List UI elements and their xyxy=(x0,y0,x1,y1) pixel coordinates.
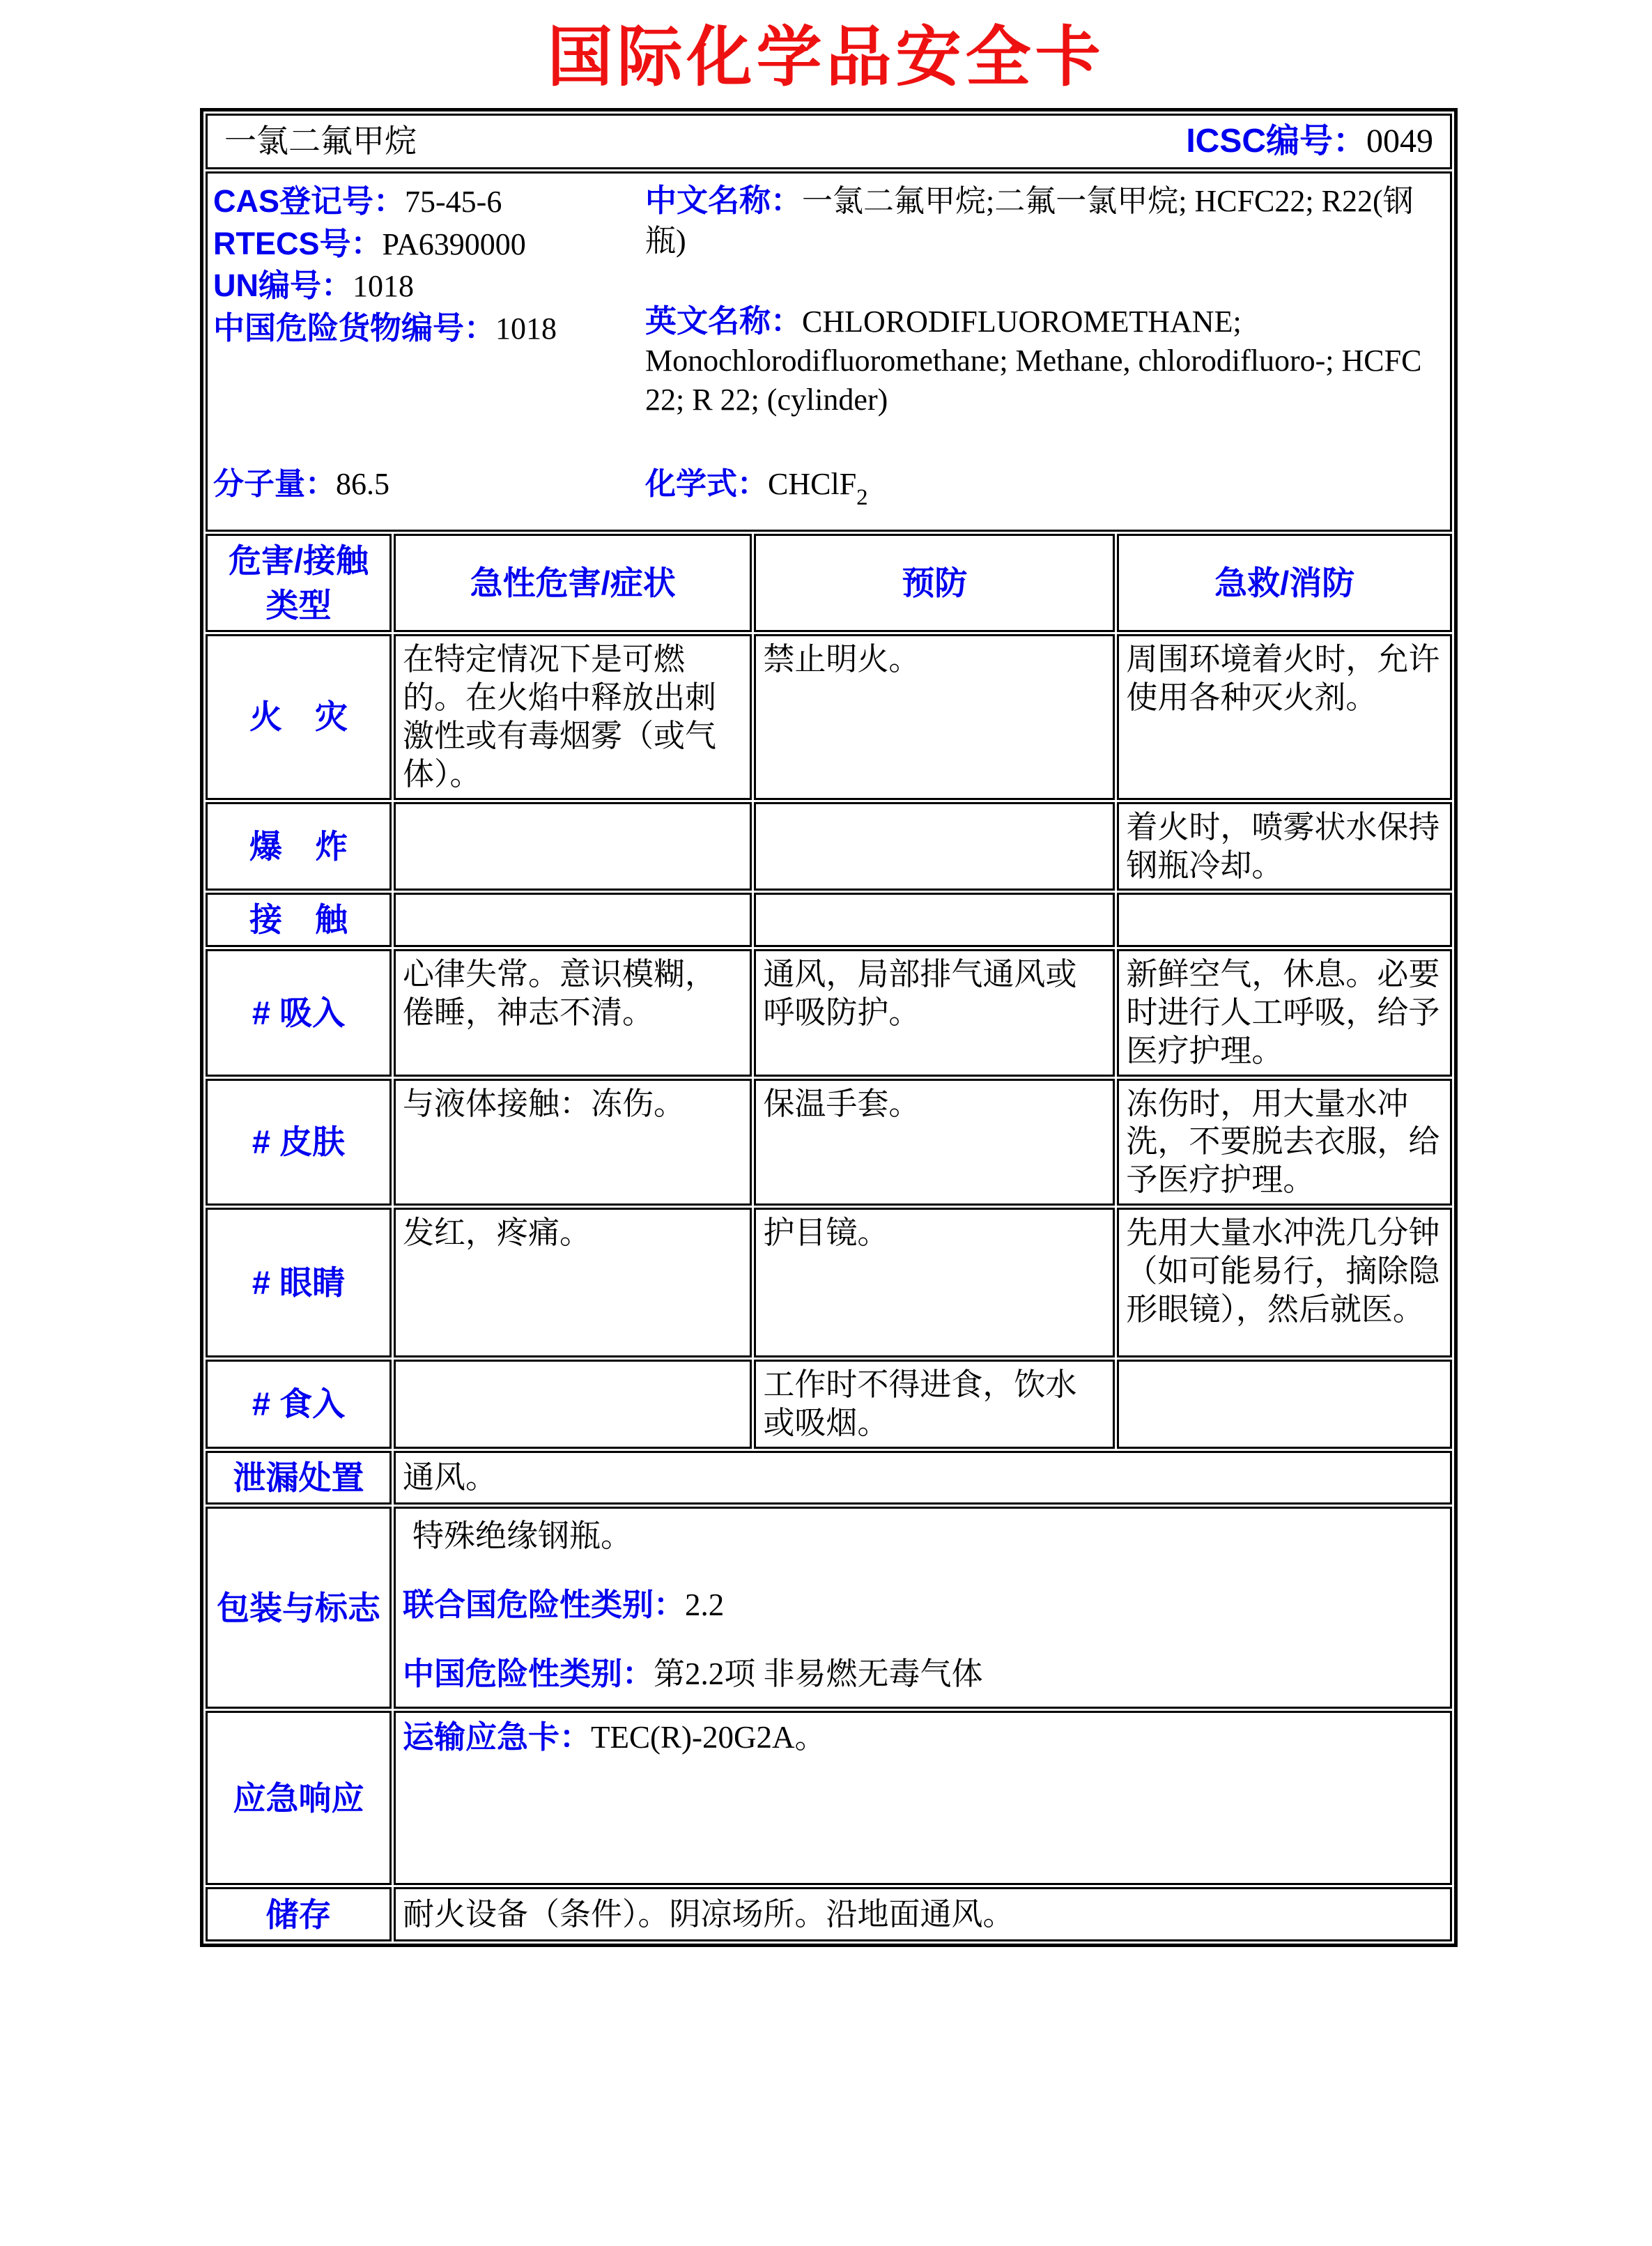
chinese-name-paragraph xyxy=(645,180,1444,261)
ingestion-symptoms xyxy=(394,1360,752,1449)
inhalation-symptoms: 心律失常。意识模糊，倦睡，神志不清。 xyxy=(394,949,752,1077)
formula-base: CHClF xyxy=(768,467,857,502)
english-name-paragraph xyxy=(645,301,1444,420)
terc-label: 运输应急卡： xyxy=(403,1719,592,1755)
un-class-line xyxy=(403,1586,1443,1624)
skin-first-aid: 冻伤时，用大量水冲洗，不要脱去衣服，给予医疗护理。 xyxy=(1117,1079,1452,1206)
emergency-section-row xyxy=(206,1711,1452,1885)
un-class-value: 2.2 xyxy=(685,1587,725,1623)
un-label: UN编号： xyxy=(213,268,353,304)
cn-class-value: 第2.2项 非易燃无毒气体 xyxy=(654,1656,983,1692)
symptoms-header: 急性危害/症状 xyxy=(394,534,752,632)
ingestion-row-label: # 食入 xyxy=(206,1360,392,1449)
contact-symptoms xyxy=(394,893,752,946)
formula-value xyxy=(768,467,868,510)
storage-section-text: 耐火设备（条件）。阴凉场所。沿地面通风。 xyxy=(394,1887,1452,1941)
cn-class-label: 中国危险性类别： xyxy=(403,1656,654,1692)
explosion-symptoms xyxy=(394,802,752,891)
packaging-section-row xyxy=(206,1507,1452,1709)
hazard-row-eyes xyxy=(206,1208,1452,1357)
cas-label: CAS登记号： xyxy=(213,183,406,220)
cn-dg-value: 1018 xyxy=(495,311,557,346)
first-aid-header: 急救/消防 xyxy=(1117,534,1452,632)
card-header-content xyxy=(224,121,1433,162)
hazard-row-explosion xyxy=(206,802,1452,891)
cn-class-line xyxy=(403,1655,1443,1693)
rtecs-number-line xyxy=(213,223,645,266)
packaging-line1: 特殊绝缘钢瓶。 xyxy=(412,1518,633,1554)
spill-section-label: 泄漏处置 xyxy=(206,1451,392,1505)
registry-numbers xyxy=(213,180,645,466)
spill-section-text: 通风。 xyxy=(394,1451,1452,1505)
ingestion-prevention: 工作时不得进食，饮水或吸烟。 xyxy=(754,1360,1115,1449)
icsc-label: ICSC编号： xyxy=(1186,122,1366,160)
skin-symptoms: 与液体接触：冻伤。 xyxy=(394,1079,752,1206)
identification-cell xyxy=(206,171,1452,532)
chinese-name-value: 一氯二氟甲烷;二氟一氯甲烷; HCFC22; R22(钢瓶) xyxy=(645,184,1414,258)
page-title: 国际化学品安全卡 xyxy=(547,22,1105,94)
eyes-prevention: 护目镜。 xyxy=(754,1208,1115,1357)
terc-line xyxy=(403,1718,1443,1757)
contact-prevention xyxy=(754,893,1115,946)
icsc-value: 0049 xyxy=(1366,122,1433,160)
identification-bottom xyxy=(213,466,1444,511)
molecular-weight-line xyxy=(213,466,645,511)
eyes-row-label: # 眼睛 xyxy=(206,1208,392,1357)
hazard-row-ingestion xyxy=(206,1360,1452,1449)
identification-top xyxy=(213,180,1444,466)
hazard-type-header-line1: 危害/接触 xyxy=(228,542,369,580)
inhalation-row-label: # 吸入 xyxy=(206,949,392,1077)
packaging-section-content xyxy=(394,1507,1452,1709)
hazard-type-header-line2: 类型 xyxy=(265,586,332,624)
inhalation-first-aid: 新鲜空气，休息。必要时进行人工呼吸，给予医疗护理。 xyxy=(1117,949,1452,1077)
emergency-section-label: 应急响应 xyxy=(206,1711,392,1885)
card-header-row xyxy=(206,114,1452,170)
ingestion-first-aid xyxy=(1117,1360,1452,1449)
identification-content xyxy=(213,180,1444,511)
icsc-number-field xyxy=(1186,121,1433,162)
hazard-row-skin xyxy=(206,1079,1452,1206)
formula-label: 化学式： xyxy=(645,467,768,502)
chemical-name: 一氯二氟甲烷 xyxy=(224,123,417,159)
english-name-value: CHLORODIFLUOROMETHANE; Monochlorodifluoromethane; Methane, chlorodifluoro-; HCFC 22; R 22; (cylinder) xyxy=(645,304,1422,417)
terc-value: TEC(R)-20G2A。 xyxy=(591,1720,826,1755)
card-header-cell xyxy=(206,114,1452,170)
hazard-row-fire xyxy=(206,634,1452,800)
fire-prevention: 禁止明火。 xyxy=(754,634,1115,800)
hazard-type-header xyxy=(206,534,392,632)
packaging-section-label: 包装与标志 xyxy=(206,1507,392,1709)
inhalation-prevention: 通风，局部排气通风或呼吸防护。 xyxy=(754,949,1115,1077)
un-value: 1018 xyxy=(353,269,414,304)
cas-value: 75-45-6 xyxy=(405,185,502,220)
formula-subscript: 2 xyxy=(856,484,868,510)
molecular-weight-label: 分子量： xyxy=(213,467,336,502)
chemical-names xyxy=(645,180,1444,466)
cas-number-line xyxy=(213,180,645,223)
skin-prevention: 保温手套。 xyxy=(754,1079,1115,1206)
contact-first-aid xyxy=(1117,893,1452,946)
spill-section-row xyxy=(206,1451,1452,1505)
eyes-symptoms: 发红，疼痛。 xyxy=(394,1208,752,1357)
contact-row-label: 接 触 xyxy=(206,893,392,946)
chinese-name-label: 中文名称： xyxy=(645,183,803,219)
formula-line xyxy=(645,466,1444,511)
hazard-header-row xyxy=(206,534,1452,632)
un-number-line xyxy=(213,265,645,307)
skin-row-label: # 皮肤 xyxy=(206,1079,392,1206)
explosion-prevention xyxy=(754,802,1115,891)
english-name-label: 英文名称： xyxy=(645,302,803,339)
explosion-first-aid: 着火时，喷雾状水保持钢瓶冷却。 xyxy=(1117,802,1452,891)
molecular-weight-value: 86.5 xyxy=(336,467,389,502)
explosion-row-label: 爆 炸 xyxy=(206,802,392,891)
hazard-row-contact xyxy=(206,893,1452,946)
rtecs-label: RTECS号： xyxy=(213,225,383,261)
emergency-section-content xyxy=(394,1711,1452,1885)
icsc-card-table xyxy=(200,108,1458,1948)
identification-row xyxy=(206,171,1452,532)
hazard-row-inhalation xyxy=(206,949,1452,1077)
fire-row-label: 火 灾 xyxy=(206,634,392,800)
fire-symptoms: 在特定情况下是可燃的。在火焰中释放出刺激性或有毒烟雾（或气体）。 xyxy=(394,634,752,800)
cn-dg-number-line xyxy=(213,307,645,350)
storage-section-label: 储存 xyxy=(206,1887,392,1941)
rtecs-value: PA6390000 xyxy=(382,226,526,261)
eyes-first-aid: 先用大量水冲洗几分钟（如可能易行，摘除隐形眼镜），然后就医。 xyxy=(1117,1208,1452,1357)
storage-section-row xyxy=(206,1887,1452,1941)
un-class-label: 联合国危险性类别： xyxy=(403,1587,686,1623)
fire-first-aid: 周围环境着火时，允许使用各种灭火剂。 xyxy=(1117,634,1452,800)
prevention-header: 预防 xyxy=(754,534,1115,632)
cn-dg-label: 中国危险货物编号： xyxy=(213,309,496,346)
